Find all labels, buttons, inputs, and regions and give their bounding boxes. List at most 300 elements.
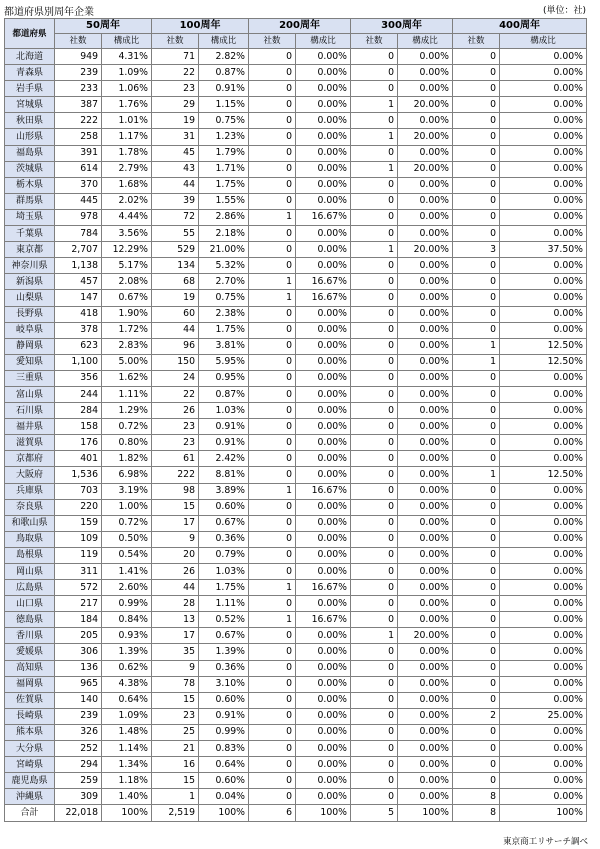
ratio-cell: 2.82% (199, 49, 249, 65)
pref-name: 福岡県 (5, 676, 55, 692)
ratio-cell: 0.00% (500, 660, 587, 676)
count-cell: 134 (152, 258, 199, 274)
ratio-cell: 100% (398, 805, 453, 821)
table-row (5, 596, 587, 612)
count-cell: 9 (152, 531, 199, 547)
count-cell: 29 (152, 97, 199, 113)
count-cell: 356 (55, 370, 102, 386)
count-cell: 370 (55, 177, 102, 193)
ratio-cell: 0.00% (398, 757, 453, 773)
ratio-cell: 0.00% (296, 773, 351, 789)
ratio-cell: 1.75% (199, 177, 249, 193)
count-cell: 176 (55, 435, 102, 451)
ratio-cell: 0.00% (398, 403, 453, 419)
pref-name: 宮城県 (5, 97, 55, 113)
ratio-cell: 0.00% (296, 628, 351, 644)
ratio-cell: 0.00% (398, 515, 453, 531)
table-row (5, 145, 587, 161)
count-cell: 0 (351, 757, 398, 773)
ratio-cell: 0.00% (398, 370, 453, 386)
ratio-cell: 0.00% (500, 451, 587, 467)
ratio-cell: 0.00% (500, 370, 587, 386)
count-cell: 140 (55, 692, 102, 708)
count-cell: 72 (152, 209, 199, 225)
table-row (5, 628, 587, 644)
count-cell: 0 (249, 193, 296, 209)
count-cell: 0 (249, 741, 296, 757)
table-row (5, 564, 587, 580)
ratio-cell: 0.52% (199, 612, 249, 628)
table-row (5, 547, 587, 563)
count-cell: 614 (55, 161, 102, 177)
group-header: 300周年 (351, 19, 453, 34)
count-cell: 387 (55, 97, 102, 113)
ratio-cell: 0.00% (398, 354, 453, 370)
count-cell: 0 (453, 161, 500, 177)
pref-name: 奈良県 (5, 499, 55, 515)
count-cell: 109 (55, 531, 102, 547)
ratio-cell: 0.93% (102, 628, 152, 644)
count-cell: 159 (55, 515, 102, 531)
count-cell: 572 (55, 580, 102, 596)
ratio-cell: 1.34% (102, 757, 152, 773)
table-row (5, 290, 587, 306)
count-cell: 0 (249, 403, 296, 419)
count-cell: 784 (55, 226, 102, 242)
ratio-cell: 0.00% (296, 451, 351, 467)
prefecture-anniversary-table (4, 18, 587, 822)
count-cell: 233 (55, 81, 102, 97)
count-cell: 0 (453, 483, 500, 499)
pref-name: 沖縄県 (5, 789, 55, 805)
count-cell: 0 (453, 322, 500, 338)
count-cell: 0 (453, 97, 500, 113)
count-cell: 0 (453, 193, 500, 209)
ratio-cell: 0.04% (199, 789, 249, 805)
group-header: 200周年 (249, 19, 351, 34)
count-cell: 1 (453, 338, 500, 354)
ratio-cell: 0.00% (500, 81, 587, 97)
count-cell: 1 (249, 612, 296, 628)
count-cell: 0 (453, 370, 500, 386)
count-cell: 284 (55, 403, 102, 419)
ratio-cell: 1.39% (102, 644, 152, 660)
count-cell: 0 (351, 612, 398, 628)
ratio-cell: 0.00% (296, 370, 351, 386)
table-row (5, 274, 587, 290)
pref-name: 石川県 (5, 403, 55, 419)
unit-note: (単位：社) (542, 6, 586, 16)
count-cell: 391 (55, 145, 102, 161)
count-cell: 0 (249, 676, 296, 692)
count-cell: 8 (453, 805, 500, 821)
count-cell: 0 (351, 290, 398, 306)
count-cell: 0 (453, 451, 500, 467)
ratio-cell: 0.64% (102, 692, 152, 708)
count-cell: 25 (152, 724, 199, 740)
ratio-cell: 0.00% (398, 81, 453, 97)
ratio-cell: 0.00% (296, 49, 351, 65)
pref-name: 島根県 (5, 547, 55, 563)
table-row (5, 403, 587, 419)
ratio-cell: 0.00% (500, 129, 587, 145)
ratio-cell: 0.91% (199, 708, 249, 724)
pref-name: 宮崎県 (5, 757, 55, 773)
table-row (5, 483, 587, 499)
count-cell: 258 (55, 129, 102, 145)
table-row (5, 242, 587, 258)
ratio-cell: 0.00% (398, 708, 453, 724)
pref-name: 埼玉県 (5, 209, 55, 225)
ratio-cell: 0.91% (199, 419, 249, 435)
ratio-cell: 0.00% (500, 515, 587, 531)
count-cell: 44 (152, 580, 199, 596)
count-cell: 150 (152, 354, 199, 370)
ratio-cell: 12.50% (500, 338, 587, 354)
count-cell: 6 (249, 805, 296, 821)
count-cell: 3 (453, 242, 500, 258)
ratio-cell: 16.67% (296, 612, 351, 628)
ratio-cell: 0.00% (500, 161, 587, 177)
ratio-cell: 1.72% (102, 322, 152, 338)
table-row (5, 419, 587, 435)
table-row (5, 515, 587, 531)
ratio-cell: 5.17% (102, 258, 152, 274)
ratio-cell: 0.00% (398, 612, 453, 628)
ratio-cell: 16.67% (296, 483, 351, 499)
pref-name: 東京都 (5, 242, 55, 258)
ratio-cell: 0.00% (296, 81, 351, 97)
ratio-cell: 2.42% (199, 451, 249, 467)
ratio-cell: 1.68% (102, 177, 152, 193)
ratio-cell: 4.38% (102, 676, 152, 692)
ratio-cell: 0.00% (398, 177, 453, 193)
table-row (5, 258, 587, 274)
count-cell: 0 (453, 644, 500, 660)
count-cell: 0 (351, 386, 398, 402)
count-cell: 22 (152, 386, 199, 402)
ratio-cell: 0.00% (500, 499, 587, 515)
ratio-cell: 0.36% (199, 660, 249, 676)
count-cell: 0 (453, 209, 500, 225)
ratio-header: 構成比 (398, 34, 453, 49)
ratio-cell: 0.75% (199, 290, 249, 306)
ratio-cell: 37.50% (500, 242, 587, 258)
count-cell: 1 (351, 129, 398, 145)
pref-name: 三重県 (5, 370, 55, 386)
table-row (5, 354, 587, 370)
ratio-cell: 1.79% (199, 145, 249, 161)
ratio-cell: 0.00% (500, 97, 587, 113)
count-cell: 158 (55, 419, 102, 435)
ratio-cell: 0.00% (500, 724, 587, 740)
count-cell: 0 (453, 676, 500, 692)
count-cell: 0 (351, 258, 398, 274)
pref-name: 群馬県 (5, 193, 55, 209)
group-header: 400周年 (453, 19, 587, 34)
pref-name: 青森県 (5, 65, 55, 81)
ratio-cell: 0.00% (296, 435, 351, 451)
ratio-header: 構成比 (296, 34, 351, 49)
ratio-cell: 1.23% (199, 129, 249, 145)
ratio-cell: 0.00% (296, 547, 351, 563)
count-header: 社数 (152, 34, 199, 49)
ratio-cell: 0.00% (398, 258, 453, 274)
ratio-cell: 1.09% (102, 65, 152, 81)
ratio-cell: 0.00% (296, 338, 351, 354)
count-cell: 21 (152, 741, 199, 757)
ratio-cell: 1.29% (102, 403, 152, 419)
ratio-cell: 2.18% (199, 226, 249, 242)
ratio-cell: 20.00% (398, 161, 453, 177)
pref-name: 北海道 (5, 49, 55, 65)
ratio-cell: 0.00% (296, 193, 351, 209)
count-cell: 1,138 (55, 258, 102, 274)
count-cell: 0 (351, 226, 398, 242)
count-cell: 1 (152, 789, 199, 805)
table-row (5, 97, 587, 113)
count-cell: 98 (152, 483, 199, 499)
ratio-cell: 100% (199, 805, 249, 821)
ratio-cell: 2.08% (102, 274, 152, 290)
count-cell: 0 (249, 644, 296, 660)
count-cell: 17 (152, 628, 199, 644)
ratio-cell: 2.79% (102, 161, 152, 177)
ratio-cell: 0.00% (398, 419, 453, 435)
count-cell: 0 (249, 226, 296, 242)
ratio-cell: 0.00% (398, 644, 453, 660)
count-cell: 0 (453, 580, 500, 596)
count-cell: 0 (351, 209, 398, 225)
count-cell: 0 (351, 113, 398, 129)
ratio-cell: 4.44% (102, 209, 152, 225)
count-cell: 252 (55, 741, 102, 757)
ratio-cell: 16.67% (296, 580, 351, 596)
count-cell: 0 (453, 177, 500, 193)
ratio-cell: 0.54% (102, 547, 152, 563)
count-cell: 0 (351, 145, 398, 161)
table-row (5, 580, 587, 596)
table-row (5, 306, 587, 322)
ratio-cell: 0.00% (500, 531, 587, 547)
count-cell: 0 (351, 435, 398, 451)
ratio-cell: 0.00% (398, 676, 453, 692)
ratio-cell: 1.15% (199, 97, 249, 113)
ratio-cell: 0.00% (296, 564, 351, 580)
ratio-cell: 0.60% (199, 499, 249, 515)
count-cell: 0 (351, 789, 398, 805)
ratio-cell: 0.00% (296, 258, 351, 274)
ratio-cell: 0.00% (398, 49, 453, 65)
ratio-cell: 1.11% (102, 386, 152, 402)
table-row (5, 467, 587, 483)
count-cell: 147 (55, 290, 102, 306)
ratio-cell: 0.00% (296, 129, 351, 145)
table-row (5, 338, 587, 354)
count-cell: 61 (152, 451, 199, 467)
table-row (5, 129, 587, 145)
ratio-cell: 2.70% (199, 274, 249, 290)
ratio-cell: 16.67% (296, 274, 351, 290)
table-row (5, 773, 587, 789)
ratio-cell: 3.81% (199, 338, 249, 354)
pref-name: 千葉県 (5, 226, 55, 242)
count-cell: 306 (55, 644, 102, 660)
ratio-header: 構成比 (500, 34, 587, 49)
ratio-cell: 0.00% (500, 113, 587, 129)
count-cell: 0 (351, 580, 398, 596)
ratio-cell: 0.00% (398, 338, 453, 354)
pref-name: 愛知県 (5, 354, 55, 370)
count-cell: 0 (351, 451, 398, 467)
table-row (5, 708, 587, 724)
count-cell: 1,100 (55, 354, 102, 370)
count-cell: 0 (453, 65, 500, 81)
count-cell: 1 (351, 242, 398, 258)
pref-name: 栃木県 (5, 177, 55, 193)
count-cell: 0 (249, 419, 296, 435)
count-cell: 60 (152, 306, 199, 322)
ratio-cell: 1.90% (102, 306, 152, 322)
pref-name: 茨城県 (5, 161, 55, 177)
ratio-cell: 0.00% (296, 596, 351, 612)
count-cell: 949 (55, 49, 102, 65)
ratio-cell: 5.00% (102, 354, 152, 370)
pref-name: 高知県 (5, 660, 55, 676)
ratio-cell: 0.00% (296, 354, 351, 370)
ratio-cell: 0.00% (296, 226, 351, 242)
count-cell: 1 (249, 209, 296, 225)
count-cell: 15 (152, 499, 199, 515)
count-cell: 0 (249, 145, 296, 161)
count-cell: 445 (55, 193, 102, 209)
ratio-cell: 0.60% (199, 692, 249, 708)
count-cell: 0 (249, 354, 296, 370)
count-cell: 9 (152, 660, 199, 676)
ratio-cell: 0.00% (500, 290, 587, 306)
count-cell: 0 (453, 306, 500, 322)
ratio-cell: 0.87% (199, 65, 249, 81)
table-row (5, 741, 587, 757)
ratio-cell: 12.50% (500, 354, 587, 370)
ratio-cell: 0.72% (102, 515, 152, 531)
count-cell: 0 (453, 403, 500, 419)
ratio-cell: 0.00% (398, 789, 453, 805)
ratio-cell: 0.00% (398, 226, 453, 242)
count-cell: 0 (453, 274, 500, 290)
count-cell: 326 (55, 724, 102, 740)
table-row (5, 65, 587, 81)
table-row (5, 757, 587, 773)
count-cell: 0 (351, 354, 398, 370)
count-cell: 0 (453, 612, 500, 628)
count-cell: 244 (55, 386, 102, 402)
pref-name: 徳島県 (5, 612, 55, 628)
ratio-cell: 0.00% (296, 531, 351, 547)
ratio-cell: 0.00% (500, 612, 587, 628)
ratio-cell: 1.11% (199, 596, 249, 612)
ratio-cell: 0.00% (500, 274, 587, 290)
count-cell: 0 (351, 499, 398, 515)
count-cell: 0 (351, 547, 398, 563)
pref-name: 福島県 (5, 145, 55, 161)
count-cell: 71 (152, 49, 199, 65)
ratio-cell: 1.41% (102, 564, 152, 580)
pref-name: 愛媛県 (5, 644, 55, 660)
count-cell: 1,536 (55, 467, 102, 483)
ratio-cell: 100% (500, 805, 587, 821)
count-cell: 19 (152, 113, 199, 129)
count-cell: 294 (55, 757, 102, 773)
ratio-cell: 0.00% (500, 580, 587, 596)
ratio-cell: 0.00% (398, 564, 453, 580)
pref-name: 香川県 (5, 628, 55, 644)
table-row (5, 692, 587, 708)
ratio-cell: 0.00% (296, 242, 351, 258)
pref-name: 神奈川県 (5, 258, 55, 274)
ratio-cell: 16.67% (296, 290, 351, 306)
count-header: 社数 (55, 34, 102, 49)
ratio-cell: 0.00% (500, 145, 587, 161)
count-cell: 0 (351, 564, 398, 580)
count-cell: 2 (453, 708, 500, 724)
count-cell: 0 (249, 789, 296, 805)
ratio-cell: 0.00% (500, 306, 587, 322)
table-row (5, 499, 587, 515)
count-cell: 136 (55, 660, 102, 676)
ratio-cell: 0.00% (500, 258, 587, 274)
count-cell: 0 (249, 258, 296, 274)
count-cell: 0 (351, 515, 398, 531)
count-cell: 0 (249, 499, 296, 515)
ratio-cell: 1.78% (102, 145, 152, 161)
count-cell: 0 (453, 435, 500, 451)
count-cell: 5 (351, 805, 398, 821)
count-cell: 0 (249, 370, 296, 386)
count-cell: 0 (351, 338, 398, 354)
header-row-subcols (5, 34, 587, 49)
pref-name: 岐阜県 (5, 322, 55, 338)
count-cell: 0 (249, 564, 296, 580)
pref-name: 大阪府 (5, 467, 55, 483)
ratio-cell: 0.99% (102, 596, 152, 612)
pref-name: 長崎県 (5, 708, 55, 724)
ratio-cell: 0.00% (500, 209, 587, 225)
table-row (5, 676, 587, 692)
ratio-cell: 0.00% (398, 386, 453, 402)
count-cell: 0 (453, 386, 500, 402)
ratio-cell: 0.00% (500, 741, 587, 757)
count-cell: 0 (249, 515, 296, 531)
ratio-cell: 0.00% (398, 580, 453, 596)
count-cell: 0 (351, 467, 398, 483)
pref-name: 熊本県 (5, 724, 55, 740)
count-cell: 0 (351, 644, 398, 660)
ratio-cell: 0.36% (199, 531, 249, 547)
count-cell: 28 (152, 596, 199, 612)
count-cell: 0 (249, 97, 296, 113)
count-cell: 1 (249, 483, 296, 499)
count-cell: 0 (249, 386, 296, 402)
ratio-cell: 0.00% (296, 724, 351, 740)
count-cell: 184 (55, 612, 102, 628)
ratio-cell: 0.67% (199, 515, 249, 531)
count-cell: 529 (152, 242, 199, 258)
ratio-cell: 0.00% (296, 676, 351, 692)
ratio-cell: 0.00% (398, 467, 453, 483)
table-row (5, 226, 587, 242)
count-cell: 0 (351, 708, 398, 724)
